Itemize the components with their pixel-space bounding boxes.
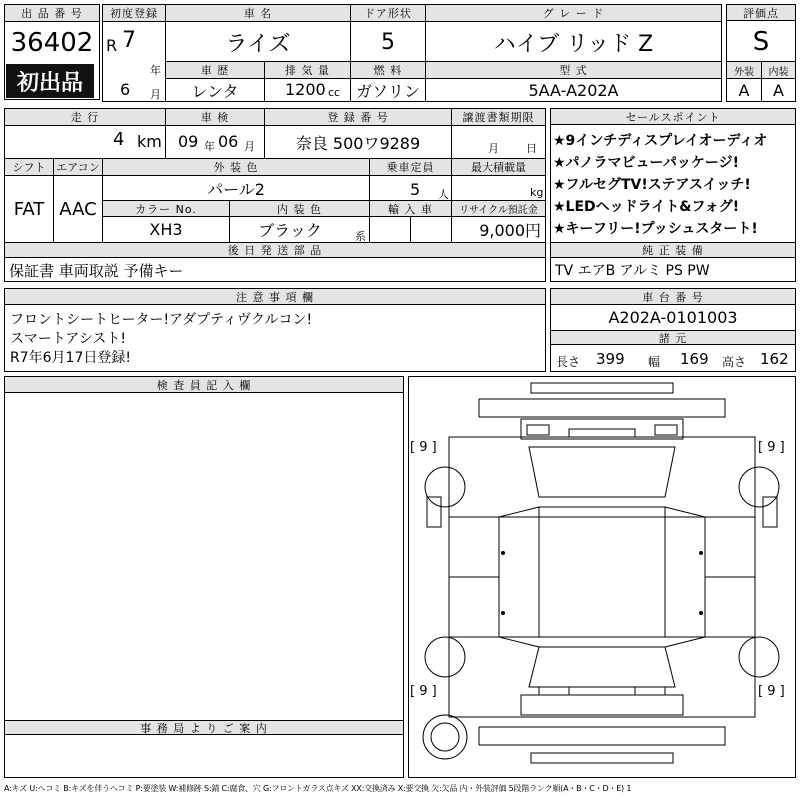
equipment-label: 純 正 装 備 [551, 243, 795, 258]
inspection-year-unit: 年 [204, 140, 215, 153]
grade-value: ハイブ リッド Z [493, 31, 654, 57]
height-label: 高さ [722, 355, 747, 369]
selling-points-label: セールスポイント [551, 109, 795, 125]
notes-line-1: フロントシートヒーター!アダプティヴクルコン! [10, 312, 313, 328]
color-number: XH3 [149, 220, 183, 239]
mileage-value: 4 [113, 129, 125, 150]
notes-label: 注 意 事 項 欄 [5, 289, 545, 305]
tire-mark-front-left: [ 9 ] [410, 440, 437, 455]
max-load-unit: kg [530, 186, 544, 199]
shift-label: シフト [5, 159, 53, 175]
fuel-value: ガソリン [355, 81, 420, 101]
model-label: 型 式 [426, 62, 721, 78]
grade-label: グ レ ー ド [426, 5, 721, 21]
interior-color-label: 内 装 色 [230, 201, 369, 216]
reg-year: 7 [122, 28, 136, 53]
transfer-month-unit: 月 [488, 142, 499, 155]
history-value: レンタ [191, 81, 239, 101]
transfer-label: 譲渡書類期限 [452, 109, 545, 125]
capacity-unit: 人 [438, 188, 449, 201]
door-value: 5 [381, 29, 395, 55]
width-value: 169 [680, 350, 709, 368]
selling-point-1: ★9インチディスプレイオーディオ [553, 133, 768, 149]
tire-mark-rear-right: [ 9 ] [758, 684, 785, 699]
reg-month-unit: 月 [150, 88, 161, 101]
width-label: 幅 [648, 355, 661, 369]
lot-number: 36402 [10, 28, 94, 58]
reg-year-unit: 年 [150, 64, 161, 77]
inspection-month-unit: 月 [244, 140, 255, 153]
inspection-year: 09 [178, 132, 199, 151]
interior-color: ブラック [258, 221, 322, 240]
interior-grade: A [773, 80, 784, 100]
selling-point-2: ★パノラマビューパッケージ! [553, 155, 739, 171]
car-damage-diagram [409, 377, 795, 777]
interior-color-suffix: 系 [355, 230, 366, 243]
first-reg-label: 初度登録 [103, 5, 165, 21]
chassis-number: A202A-0101003 [608, 308, 738, 327]
color-no-label: カラー No. [103, 201, 229, 216]
chassis-label: 車 台 番 号 [551, 289, 795, 305]
exterior-grade-label: 外装 [727, 62, 761, 78]
plate-label: 登 録 番 号 [265, 109, 451, 125]
recycle-fee: 9,000円 [479, 221, 541, 240]
rating-label: 評価点 [727, 5, 795, 21]
selling-point-4: ★LEDヘッドライト&フォグ! [553, 199, 740, 215]
office-label: 事 務 局 よ り ご 案 内 [5, 720, 403, 735]
transfer-day-unit: 日 [526, 142, 537, 155]
lot-label: 出 品 番 号 [5, 5, 99, 22]
exterior-grade: A [738, 80, 750, 100]
tire-mark-front-right: [ 9 ] [758, 440, 785, 455]
selling-point-3: ★フルセグTV!ステアスイッチ! [553, 177, 751, 193]
inspector-box [4, 376, 404, 778]
history-label: 車 歴 [166, 62, 264, 78]
mileage-label: 走 行 [5, 109, 165, 125]
equipment-value: TV エアB アルミ PS PW [555, 263, 710, 279]
max-load-label: 最大積載量 [452, 159, 545, 175]
tire-mark-rear-left: [ 9 ] [410, 684, 437, 699]
car-name-label: 車 名 [166, 5, 350, 21]
capacity-value: 5 [410, 180, 421, 199]
displacement-value: 1200 [285, 80, 326, 99]
displacement-label: 排 気 量 [265, 62, 350, 78]
model-value: 5AA-A202A [528, 80, 619, 100]
notes-line-2: スマートアシスト! [10, 331, 126, 347]
reg-month: 6 [120, 80, 131, 99]
door-label: ドア形状 [351, 5, 425, 21]
interior-grade-label: 内装 [762, 62, 795, 78]
inspector-label: 検 査 員 記 入 欄 [5, 377, 403, 393]
shift-value: FAT [13, 198, 45, 220]
displacement-unit: cc [328, 86, 341, 99]
inspection-month: 06 [218, 132, 239, 151]
specs-label: 諸 元 [551, 330, 795, 345]
later-parts-label: 後 日 発 送 部 品 [5, 243, 545, 258]
mileage-unit: km [137, 132, 162, 151]
height-value: 162 [760, 350, 789, 368]
plate-number: 奈良 500ワ9289 [295, 133, 421, 153]
fuel-label: 燃 料 [351, 62, 425, 78]
capacity-label: 乗車定員 [370, 159, 451, 175]
notes-line-3: R7年6月17日登録! [10, 350, 131, 366]
ac-value: AAC [59, 198, 97, 220]
later-parts-value: 保証書 車両取説 予備キー [9, 261, 184, 280]
exterior-color: パール2 [207, 179, 265, 199]
exterior-color-label: 外 装 色 [103, 159, 369, 175]
import-label: 輸 入 車 [370, 201, 451, 216]
car-name: ライズ [225, 31, 291, 57]
inspection-label: 車 検 [166, 109, 264, 125]
first-listing-badge: 初出品 [6, 64, 94, 98]
rating-score: S [752, 27, 770, 57]
damage-legend: A:キズ U:ヘコミ B:キズを伴うヘコミ P:要塗装 W:補修跡 S:錆 C:腐食、穴 G:フロントガラス点キズ XX:交換済み X:要交換 欠:欠品 内・外装評価 5段階ランク順(A・B・C・D・E) 1 [4, 784, 632, 793]
length-value: 399 [596, 350, 625, 368]
reg-era: R [106, 36, 118, 55]
recycle-label: リサイクル預託金 [452, 201, 545, 216]
ac-label: エアコン [54, 159, 102, 175]
selling-point-5: ★キーフリー!プッシュスタート! [553, 221, 758, 237]
length-label: 長さ [556, 355, 581, 369]
